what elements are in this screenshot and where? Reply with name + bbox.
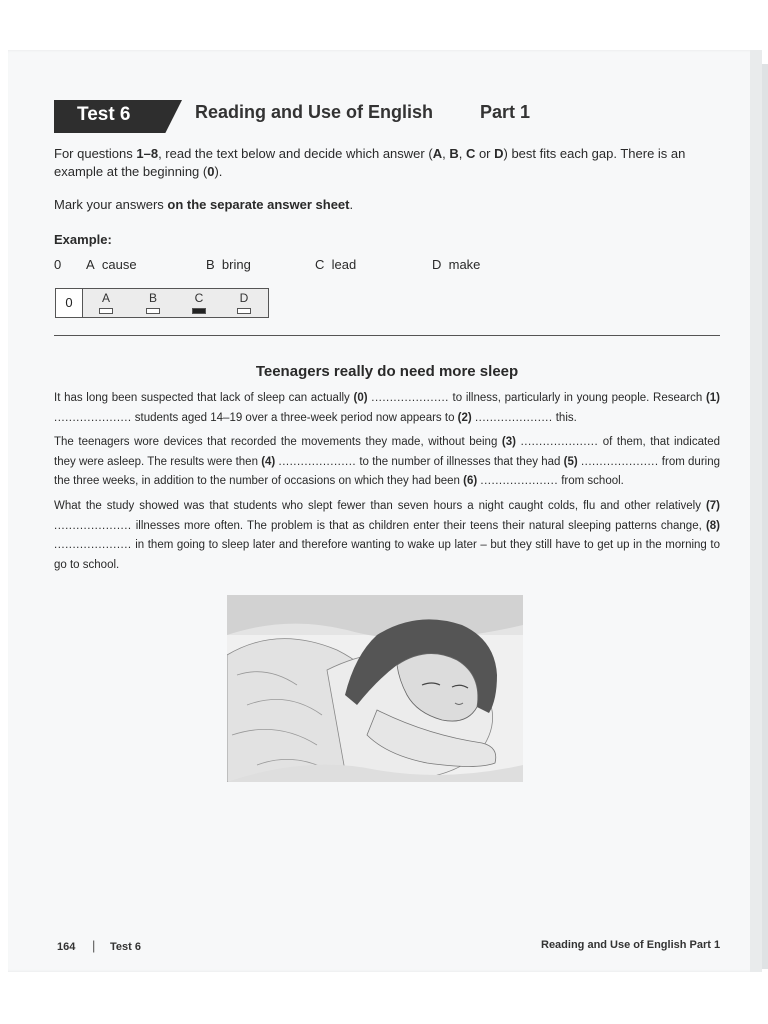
gap-8: (8)	[705, 519, 720, 532]
gap-3: (3)	[501, 436, 516, 448]
bubble-b	[146, 308, 160, 314]
section-part: Part 1	[480, 102, 531, 122]
article-paragraph-3: What the study showed was that students who slept fewer than seven hours a night caught colds, flu and other relatively (7) ..................... illnesses more often. The problem is that as children enter their teens their natural sleeping patterns change, (8) ..................... in them going to sleep later and therefore wanting to wake up later – but they still have to get up in the morning to go to school.	[54, 500, 720, 571]
bubble-letter-a: A	[101, 291, 110, 305]
section-divider	[54, 335, 720, 336]
page-edge	[750, 50, 762, 972]
gap-5: (5)	[563, 455, 578, 468]
gap-0: (0)	[353, 392, 368, 404]
instructions-mark: Mark your answers on the separate answer sheet.	[54, 197, 354, 212]
gap-6: (6)	[463, 475, 478, 487]
bubble-letter-b: B	[148, 291, 157, 305]
example-option-c: C lead	[315, 257, 357, 272]
footer-separator: |	[92, 938, 96, 953]
example-option-b: B bring	[206, 257, 251, 272]
article-paragraph-2: The teenagers wore devices that recorded the movements they made, without being (3) ..................... of them, that indicated they were asleep. The results were then (4) ..................... to the number of illnesses that they had (5) ..................... from during the three weeks, in addition to the number of occasions on which they had been (6) ..................... from school.	[54, 436, 721, 487]
footer-test-label: Test 6	[110, 941, 141, 953]
example-label: Example:	[54, 232, 112, 247]
page-number: 164	[57, 941, 76, 953]
article-title: Teenagers really do need more sleep	[255, 363, 519, 380]
scan-margin-top	[0, 0, 768, 50]
instructions-intro: For questions 1–8, read the text below and decide which answer (A, B, C or D) best fits each gap. There is an example at the beginning (0).	[54, 146, 686, 179]
bubble-d	[237, 308, 251, 314]
article-paragraph-1: It has long been suspected that lack of sleep can actually (0) ..................... to illness, particularly in young people. Research (1) ..................... students aged 14–19 over a three-week period now appears to (2) ..................... this.	[54, 392, 720, 424]
example-number: 0	[54, 257, 62, 272]
gap-4: (4)	[261, 455, 276, 468]
bubble-c-filled	[192, 308, 206, 314]
bubble-letter-d: D	[239, 291, 249, 305]
sleeping-teenager-illustration	[227, 595, 523, 782]
bubble-letter-c: C	[194, 291, 204, 305]
test-label: Test 6	[77, 104, 131, 125]
section-title: Reading and Use of English	[195, 102, 434, 122]
example-option-a: A cause	[86, 257, 137, 272]
bubble-a	[99, 308, 113, 314]
example-option-d: D make	[432, 257, 481, 272]
gap-7: (7)	[705, 500, 720, 512]
example-answer-box	[55, 288, 269, 318]
answer-box-number: 0	[56, 289, 83, 317]
gap-1: (1)	[705, 392, 720, 404]
footer-section-label: Reading and Use of English Part 1	[541, 939, 721, 951]
gap-2: (2)	[457, 411, 472, 424]
